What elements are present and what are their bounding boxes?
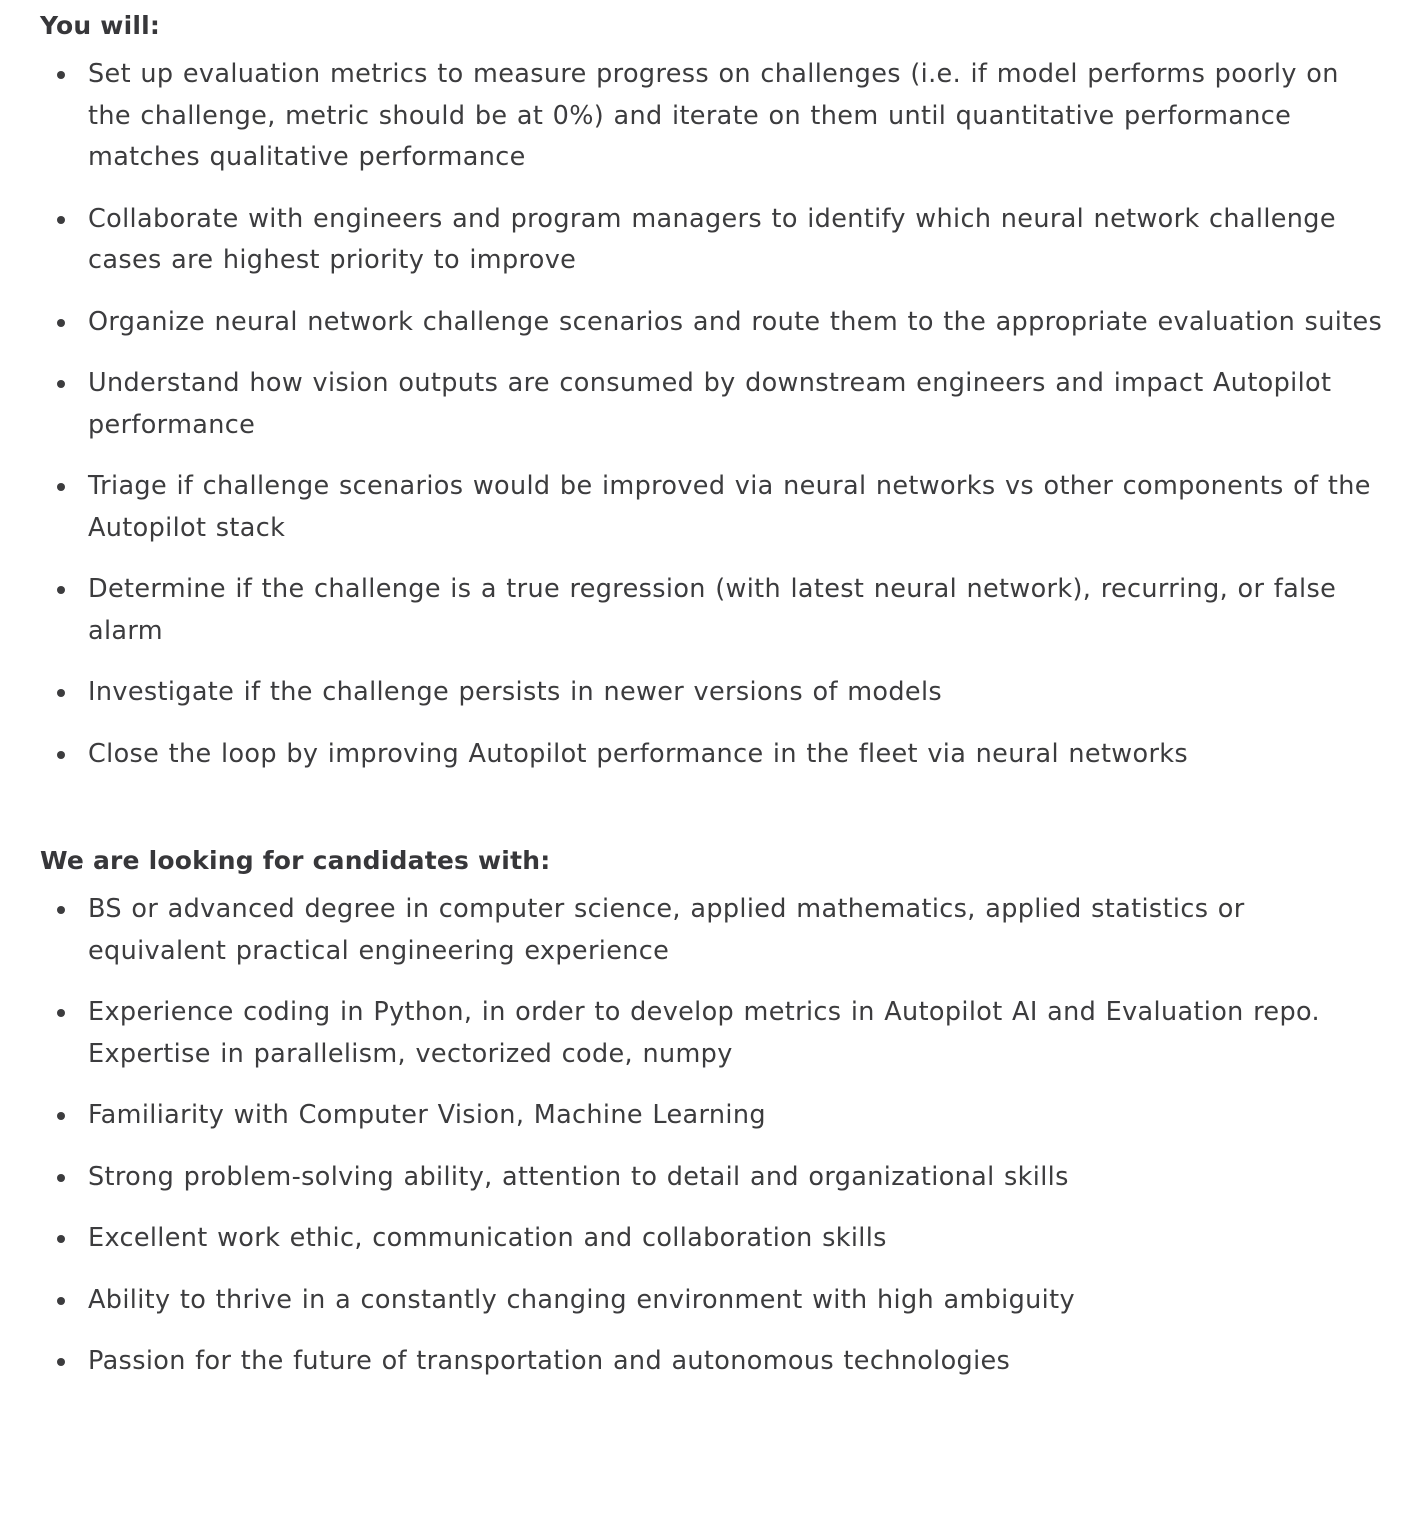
bullet-icon	[57, 689, 65, 697]
list-item	[40, 1218, 1385, 1260]
you-will-list	[40, 54, 1385, 775]
list-item	[40, 1341, 1385, 1383]
list-item	[40, 363, 1385, 446]
list-item-text: Set up evaluation metrics to measure progress on challenges (i.e. if model performs poorly on the challenge, metric should be at 0%) and iterate on them until quantitative performance matches qualitative performance	[88, 59, 1339, 172]
bullet-icon	[57, 380, 65, 388]
bullet-icon	[57, 1174, 65, 1182]
list-item-text: Strong problem-solving ability, attention to detail and organizational skills	[88, 1161, 1069, 1192]
list-item-text: Investigate if the challenge persists in newer versions of models	[88, 677, 943, 707]
job-description	[40, 0, 1385, 1403]
candidates-heading: We are looking for candidates with:	[40, 846, 551, 875]
list-item-text: Passion for the future of transportation and autonomous technologies	[88, 1346, 1011, 1376]
bullet-icon	[57, 1009, 65, 1017]
list-item-text: Ability to thrive in a constantly changing environment with high ambiguity	[88, 1284, 1075, 1315]
list-item	[40, 54, 1385, 179]
list-item-text: Close the loop by improving Autopilot performance in the fleet via neural networks	[88, 738, 1189, 769]
list-item	[40, 466, 1385, 549]
list-item-text: Excellent work ethic, communication and collaboration skills	[88, 1223, 887, 1253]
candidates-list	[40, 889, 1385, 1383]
bullet-icon	[57, 1358, 65, 1366]
bullet-icon	[57, 216, 65, 224]
bullet-icon	[57, 586, 65, 594]
bullet-icon	[57, 319, 65, 327]
you-will-heading: You will:	[40, 11, 161, 40]
list-item	[40, 992, 1385, 1075]
list-item	[40, 734, 1385, 776]
list-item	[40, 1157, 1385, 1199]
bullet-icon	[57, 1297, 65, 1305]
list-item	[40, 302, 1385, 344]
list-item-text: Familiarity with Computer Vision, Machine Learning	[88, 1100, 766, 1130]
list-item-text: Determine if the challenge is a true regression (with latest neural network), recurring, or false alarm	[88, 574, 1337, 646]
list-item	[40, 569, 1385, 652]
list-item-text: Understand how vision outputs are consumed by downstream engineers and impact Autopilot performance	[88, 368, 1332, 440]
list-item-text: Organize neural network challenge scenarios and route them to the appropriate evaluation suites	[88, 306, 1383, 337]
bullet-icon	[57, 1112, 65, 1120]
list-item	[40, 199, 1385, 282]
list-item-text: BS or advanced degree in computer science, applied mathematics, applied statistics or equivalent practical engineering experience	[88, 894, 1245, 966]
list-item-text: Triage if challenge scenarios would be improved via neural networks vs other components of the Autopilot stack	[88, 471, 1371, 543]
bullet-icon	[57, 906, 65, 914]
list-item	[40, 889, 1385, 972]
list-item-text: Experience coding in Python, in order to develop metrics in Autopilot AI and Evaluation repo. Expertise in parallelism, vectorized code, numpy	[88, 997, 1320, 1069]
list-item	[40, 672, 1385, 714]
bullet-icon	[57, 1235, 65, 1243]
list-item	[40, 1280, 1385, 1322]
list-item-text: Collaborate with engineers and program managers to identify which neural network challenge cases are highest priority to improve	[88, 203, 1336, 275]
bullet-icon	[57, 751, 65, 759]
bullet-icon	[57, 483, 65, 491]
list-item	[40, 1095, 1385, 1137]
bullet-icon	[57, 71, 65, 79]
